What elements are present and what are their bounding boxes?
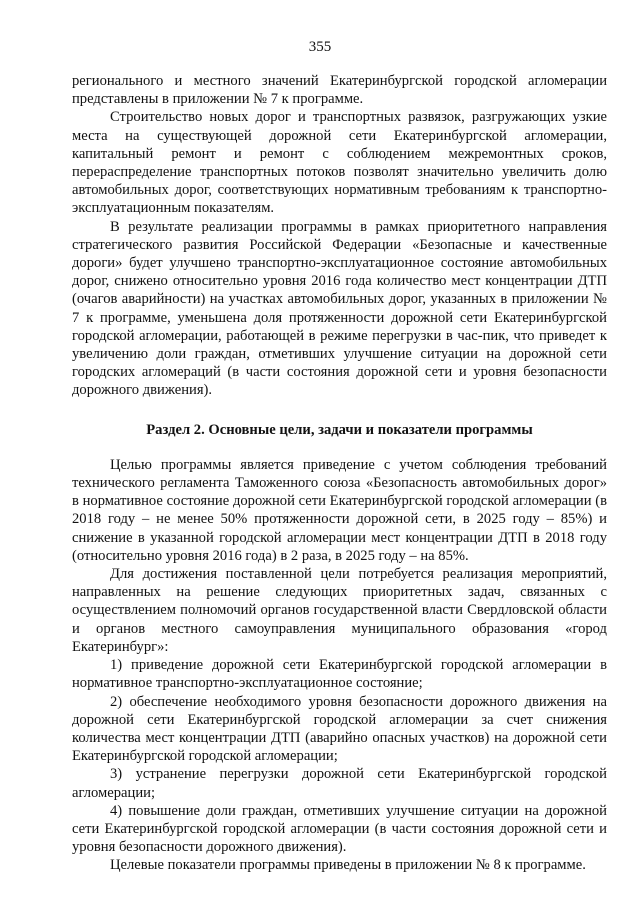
section-heading: Раздел 2. Основные цели, задачи и показатели программы [146, 421, 533, 438]
document-body [72, 72, 607, 875]
paragraph-tasks-intro: Для достижения поставленной цели потребуется реализация мероприятий, направленных на решение следующих приоритетных задач, связанных с осуществлением полномочий органов государственной власти Свердловской области и органов местного самоуправления муниципального образования «город Екатеринбург»: [72, 566, 607, 655]
page-number: 355 [308, 39, 332, 55]
task-item-2: 2) обеспечение необходимого уровня безопасности дорожного движения на дорожной сети Екатеринбургской городской агломерации за счет снижения количества мест концентрации ДТП (аварийно опасных участков) на дорожной сети Екатеринбургской городской агломерации; [72, 693, 607, 765]
paragraph-program-goal: Целью программы является приведение с учетом соблюдения требований технического регламента Таможенного союза «Безопасность автомобильных дорог» в нормативное состояние дорожной сети Екатеринбургской городской агломерации (в 2018 году – не менее 50% протяженности дорожной сети, в 2025 году – 85%) и снижение в указанной городской агломерации мест концентрации ДТП в 2018 году (относительно уровня 2016 года) в 2 раза, в 2025 году – на 85%. [72, 456, 607, 564]
paragraph-program-results: В результате реализации программы в рамках приоритетного направления стратегического развития Российской Федерации «Безопасные и качественные дороги» будет улучшено транспортно-эксплуатационное состояние автомобильных дорог, снижено относительно уровня 2016 года количество мест концентрации ДТП (очагов аварийности) на участках автомобильных дорог, указанных в приложении № 7 к программе, уменьшена доля протяженности дорожной сети Екатеринбургской городской агломерации, работающей в режиме перегрузки в час-пик, что приведет к увеличению доли граждан, отметивших улучшение ситуации на дорожной сети городских агломераций (в части состояния дорожной сети и уровня безопасности дорожного движения). [72, 218, 607, 399]
task-item-3: 3) устранение перегрузки дорожной сети Екатеринбургской городской агломерации; [72, 766, 607, 801]
paragraph-continuation: регионального и местного значений Екатеринбургской городской агломерации представлены в приложении № 7 к программе. [72, 73, 607, 108]
task-item-4: 4) повышение доли граждан, отметивших улучшение ситуации на дорожной сети Екатеринбургской городской агломерации (в части состояния дорожной сети и уровня безопасности дорожного движения). [72, 802, 607, 856]
task-item-1: 1) приведение дорожной сети Екатеринбургской городской агломерации в нормативное транспортно-эксплуатационное состояние; [72, 657, 607, 692]
paragraph-road-construction: Строительство новых дорог и транспортных развязок, разгружающих узкие места на существующей дорожной сети Екатеринбургской агломерации, капитальный ремонт и ремонт с соблюдением межремонтных сроков, перераспределение транспортных потоков позволят значительно увеличить долю автомобильных дорог, соответствующих нормативным требованиям к транспортно-эксплуатационным показателям. [72, 109, 607, 217]
paragraph-target-indicators: Целевые показатели программы приведены в приложении № 8 к программе. [110, 857, 586, 874]
